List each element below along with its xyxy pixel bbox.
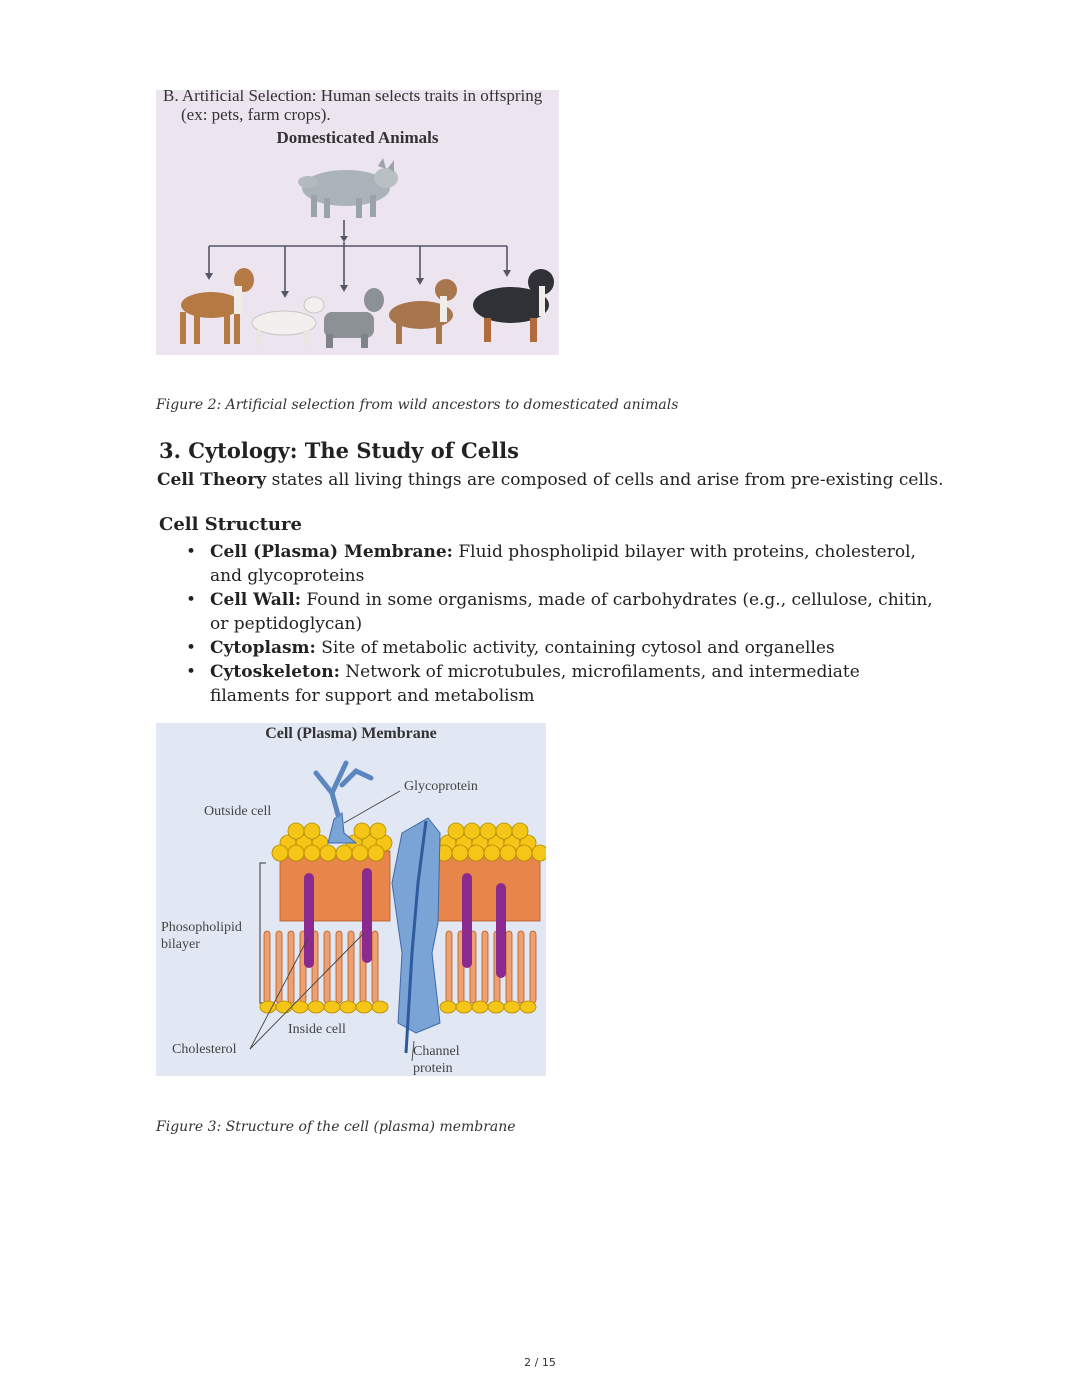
bullet-icon: • <box>186 662 197 682</box>
cell-structure-heading: Cell Structure <box>159 514 302 535</box>
cell-theory-paragraph <box>157 470 944 490</box>
figure3-caption: Figure 3: Structure of the cell (plasma) membrane <box>156 1119 516 1135</box>
item-term: Cell (Plasma) Membrane: <box>210 542 453 562</box>
glycoprotein-label: Glycoprotein <box>404 779 478 794</box>
inside-cell-label: Inside cell <box>288 1022 346 1037</box>
schnauzer-illustration <box>324 288 384 348</box>
bernese-illustration <box>473 269 554 342</box>
page-number: 2 / 15 <box>524 1356 556 1369</box>
item-text: Found in some organisms, made of carbohydrates (e.g., cellulose, chitin, or peptidoglycan) <box>210 590 933 634</box>
item-text: Site of metabolic activity, containing cytosol and organelles <box>315 638 835 658</box>
item-term: Cytoplasm: <box>210 638 316 658</box>
boxer-illustration <box>180 268 254 344</box>
figure-text-line1: B. Artificial Selection: Human selects traits in offspring <box>163 90 543 105</box>
membrane-title: Cell (Plasma) Membrane <box>265 725 437 742</box>
channel-label-line1: Channel <box>413 1044 460 1059</box>
bullet-icon: • <box>186 542 197 562</box>
list-item-cytoskeleton <box>160 660 940 708</box>
figure-title: Domesticated Animals <box>276 128 439 147</box>
channel-label-line2: protein <box>413 1061 453 1076</box>
bullet-icon: • <box>186 590 197 610</box>
bilayer-label-line1: Phosopholipid <box>161 920 242 935</box>
cholesterol-label: Cholesterol <box>172 1042 237 1057</box>
wolf-illustration <box>298 158 398 218</box>
list-item-cytoplasm <box>160 636 940 660</box>
bilayer-label-line2: bilayer <box>161 937 200 952</box>
cell-membrane-figure <box>156 723 546 1076</box>
pit-bull-illustration <box>389 279 457 344</box>
cell-theory-text: states all living things are composed of cells and arise from pre-existing cells. <box>266 470 944 490</box>
figure-text-line2: (ex: pets, farm crops). <box>181 105 331 124</box>
item-term: Cell Wall: <box>210 590 302 610</box>
outside-cell-label: Outside cell <box>204 804 272 819</box>
cell-theory-term: Cell Theory <box>157 470 267 490</box>
figure2-caption: Figure 2: Artificial selection from wild ancestors to domesticated animals <box>156 397 679 413</box>
cell-structure-list <box>160 540 940 708</box>
item-text: Network of microtubules, microfilaments, and intermediate filaments for support and metabolism <box>210 662 860 706</box>
artificial-selection-figure <box>156 90 559 355</box>
list-item-cell-wall <box>160 588 940 636</box>
bull-terrier-illustration <box>252 297 324 346</box>
bullet-icon: • <box>186 638 197 658</box>
item-text: Fluid phospholipid bilayer with proteins, cholesterol, and glycoproteins <box>210 542 916 586</box>
item-term: Cytoskeleton: <box>210 662 340 682</box>
membrane-diagram <box>156 723 546 1076</box>
list-item-membrane <box>160 540 940 588</box>
section-heading: 3. Cytology: The Study of Cells <box>159 438 519 463</box>
